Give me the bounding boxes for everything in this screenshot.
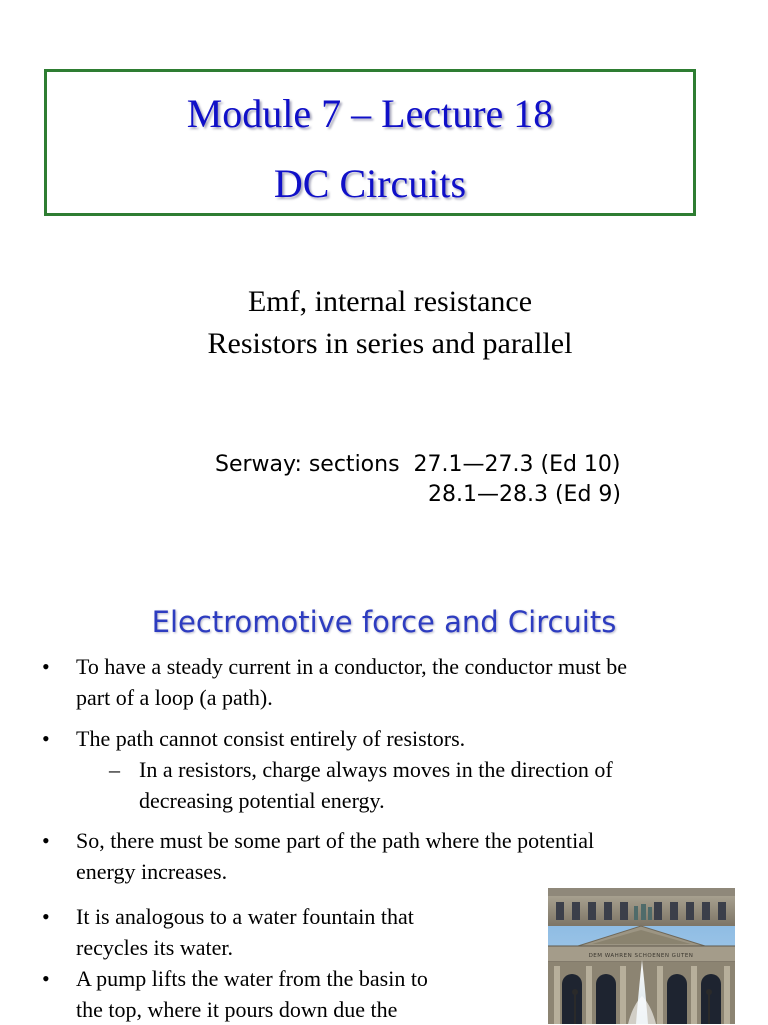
bullet-text: The path cannot consist entirely of resistors. <box>76 726 466 751</box>
bullet-marker: • <box>42 726 50 751</box>
bullet-text: A pump lifts the water from the basin to <box>76 966 428 991</box>
bullet-text: the top, where it pours down due the <box>76 997 398 1022</box>
title-module-lecture: Module 7 – Lecture 18 <box>186 91 554 136</box>
reference-line-1: Serway: sections 27.1—27.3 (Ed 10) <box>215 452 621 477</box>
reference-line-2: 28.1—28.3 (Ed 9) <box>428 482 621 507</box>
bullet-marker: • <box>42 654 50 679</box>
bullet-text: recycles its water. <box>76 935 233 960</box>
bullet-marker: • <box>42 828 50 853</box>
subtitle-resistors: Resistors in series and parallel <box>207 327 573 360</box>
bullet-text: To have a steady current in a conductor, the conductor must be <box>76 654 628 679</box>
sub-bullet-text: In a resistors, charge always moves in the direction of <box>139 757 613 782</box>
bullet-text: energy increases. <box>76 859 228 884</box>
bullet-text: part of a loop (a path). <box>76 685 273 710</box>
title-topic: DC Circuits <box>273 161 467 206</box>
sub-bullet-text: decreasing potential energy. <box>139 788 385 813</box>
photo-inscription: DEM WAHREN SCHOENEN GUTEN <box>588 953 694 959</box>
bullet-marker: • <box>42 966 50 991</box>
sub-bullet-marker: – <box>109 757 120 782</box>
subtitle-emf: Emf, internal resistance <box>247 285 533 318</box>
slide2-title: Electromotive force and Circuits <box>151 605 617 639</box>
bullet-marker: • <box>42 904 50 929</box>
title-box <box>44 69 696 216</box>
fountain-building-photo <box>548 888 735 1024</box>
bullet-text: So, there must be some part of the path where the potential <box>76 828 595 853</box>
bullet-text: It is analogous to a water fountain that <box>76 904 414 929</box>
